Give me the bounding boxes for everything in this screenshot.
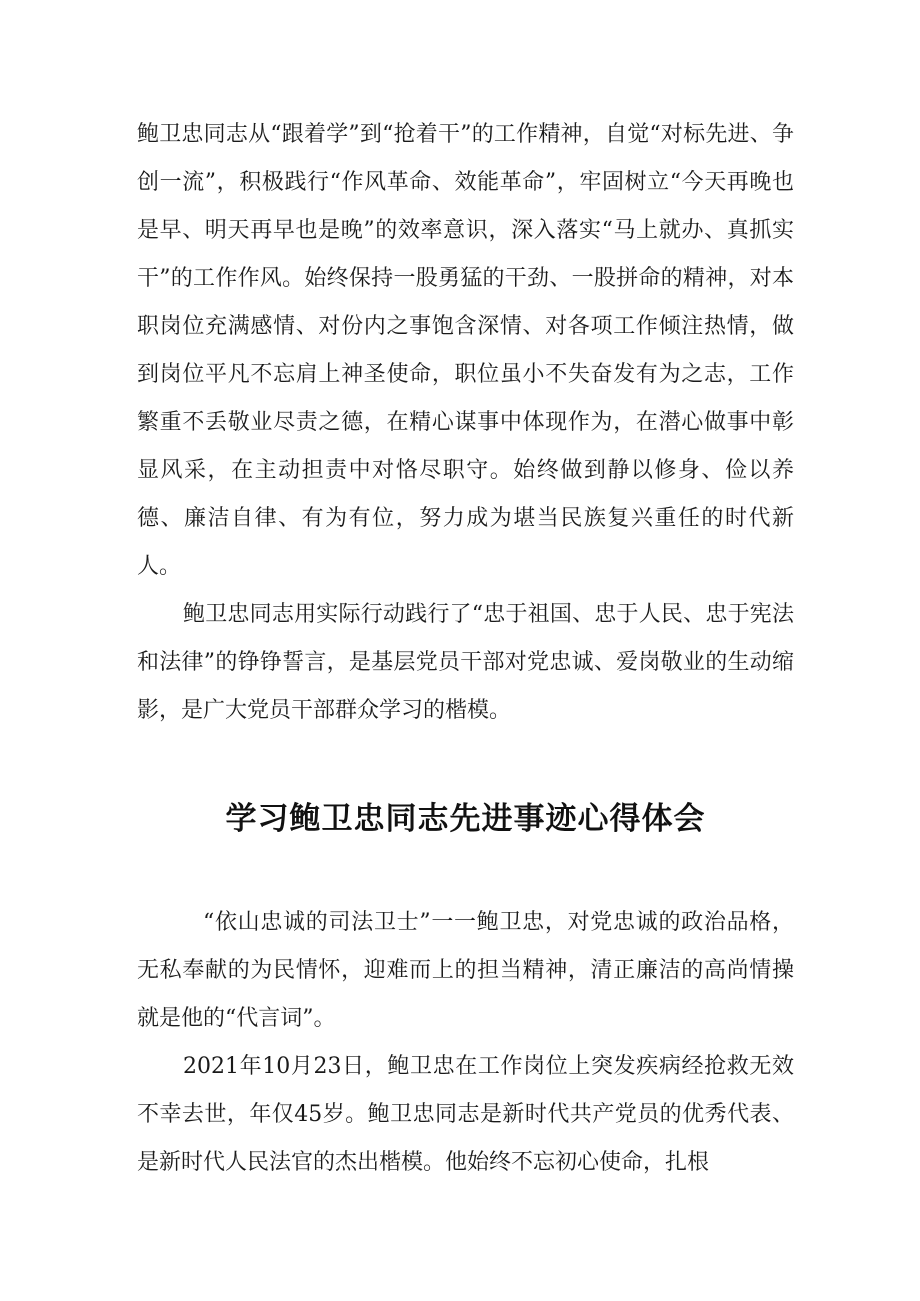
- paragraph-biography: 2021年10月23日，鲍卫忠在工作岗位上突发疾病经抢救无效不幸去世，年仅45岁。鲍卫忠同志是新时代共产党员的优秀代表、是新时代人民法官的杰出楷模。他始终不忘初心使命，扎根: [137, 1054, 794, 1175]
- paragraph-intro: “依山忠诚的司法卫士”一一鲍卫忠，对党忠诚的政治品格，无私奉献的为民情怀，迎难而上的担当精神，清正廉洁的高尚情操就是他的“代言词”。: [137, 910, 794, 1031]
- document-body: [137, 111, 794, 1187]
- paragraph-work-spirit: 鲍卫忠同志从“跟着学”到“抢着干”的工作精神，自觉“对标先进、争创一流”，积极践行“作风革命、效能革命”，牢固树立“今天再晚也是早、明天再早也是晚”的效率意识，深入落实“马上就办、真抓实干”的工作作风。始终保持一股勇猛的干劲、一股拼命的精神，对本职岗位充满感情、对份内之事饱含深情、对各项工作倾注热情，做到岗位平凡不忘肩上神圣使命，职位虽小不失奋发有为之志，工作繁重不丢敬业尽责之德，在精心谋事中体现作为，在潜心做事中彰显风采，在主动担责中对恪尽职守。始终做到静以修身、俭以养德、廉洁自律、有为有位，努力成为堪当民族复兴重任的时代新人。: [137, 122, 794, 579]
- paragraph-oath: 鲍卫忠同志用实际行动践行了“忠于祖国、忠于人民、忠于宪法和法律”的铮铮誓言，是基层党员干部对党忠诚、爱岗敬业的生动缩影，是广大党员干部群众学习的楷模。: [137, 602, 794, 723]
- article-title: 学习鲍卫忠同志先进事迹心得体会: [225, 801, 706, 837]
